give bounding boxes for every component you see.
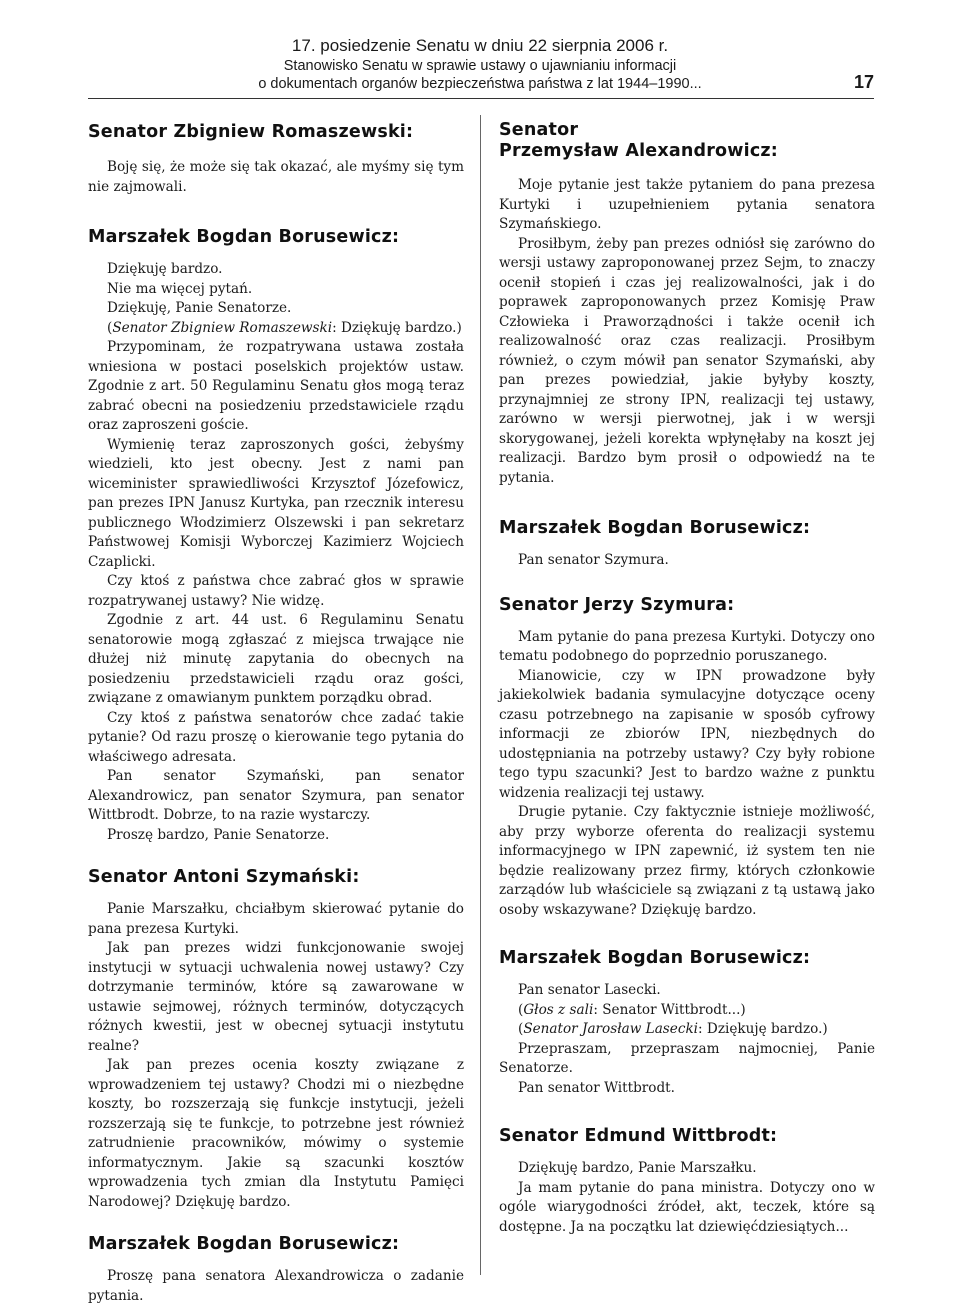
paragraph: Dziękuję, Panie Senatorze. [107, 300, 292, 316]
speaker-heading: Marszałek Bogdan Borusewicz: [88, 1234, 400, 1254]
left-column [88, 110, 464, 1306]
column-separator [480, 115, 481, 1275]
paragraph: Jak pan prezes ocenia koszty związane z wprowadzeniem tej ustawy? Chodzi mi o niezbędne koszty, bo rozszerzają się funkcje instytucji, jeżeli rozszerzają się te funkcje, to potrzebne jest również zatrudnienie pracowników, mówimy o systemie informatycznym. Jakie są szacunki kosztów wprowadzenia tych zmian dla Instytutu Pamięci Narodowej? Dziękuję bardzo. [88, 1057, 464, 1210]
header-topic-line-1: Stanowisko Senatu w sprawie ustawy o ujawnianiu informacji [283, 58, 677, 74]
paragraph: Boję się, że może się tak okazać, ale myśmy się tym nie zajmowali. [88, 159, 464, 195]
speaker-heading: Senator [499, 120, 579, 140]
paragraph: Pan senator Lasecki. [518, 982, 661, 998]
paragraph: Mam pytanie do pana prezesa Kurtyki. Dotyczy ono tematu podobnego do poprzednio poruszanego. [499, 628, 875, 664]
paragraph-italic-aside: (Głos z sali: Senator Wittbrodt...) [518, 1001, 746, 1018]
paragraph: Pan senator Szymański, pan senator Alexandrowicz, pan senator Szymura, pan senator Wittbrodt. Dobrze, to na razie wystarczy. [88, 768, 464, 823]
paragraph: Mianowicie, czy w IPN prowadzone były jakiekolwiek badania symulacyjne dotyczące oceny czasu potrzebnego na zapisanie w sposób cyfrowy informacji ze zbiorów IPN, niezbędnych do udostępniania na potrzeby ustawy? Czy były robione tego typu szacunki? Jest to bardzo ważne z punktu widzenia realizacji tej ustawy. [499, 667, 875, 801]
paragraph: Prosiłbym, żeby pan prezes odniósł się zarówno do wersji ustawy zaproponowanej przez Sejm, to znaczy ocenił stopień i czas jej realizowalności, jak i do poprawek zaproponowanych przez Komisję Praw Człowieka i Praworządności i także ocenił ich realizowalność oraz czas realizacji. Prosiłbym również, o czym mówił pan senator Szymański, aby pan prezes powiedział, jakie byłyby koszty, przynajmniej ze strony IPN, realizacji tej ustawy, zarówno w wersji pierwotnej, jak i w wersji skorygowanej, jeżeli korekta wpłynęłaby na koszt jej realizacji. Bardzo bym prosił o odpowiedź na te pytania. [499, 235, 875, 486]
speaker-heading: Senator Zbigniew Romaszewski: [88, 122, 414, 142]
paragraph: Jak pan prezes widzi funkcjonowanie swojej instytucji w sytuacji uchwalenia nowej ustawy? Czy dotrzymanie terminów, które są zawarowane w ustawie sejmowej, różnych terminów, dotyczących różnych kwestii, jest w obecnej sytuacji instytutu realne? [88, 940, 464, 1054]
paragraph: Drugie pytanie. Czy faktycznie istnieje możliwość, aby przy wyborze oferenta do realizacji systemu informacyjnego w IPN zapewnić, iż system ten nie będzie realizowany przez firmy, których członkowie zarządów lub właściciele są związani z tą ustawą jako osoby wskazywane? Dziękuję bardzo. [499, 804, 875, 918]
paragraph: Czy ktoś z państwa chce zabrać głos w sprawie rozpatrywanej ustawy? Nie widzę. [88, 573, 464, 609]
paragraph: Pan senator Wittbrodt. [518, 1079, 675, 1096]
speaker-heading: Senator Edmund Wittbrodt: [499, 1126, 778, 1146]
header-rule [88, 98, 874, 99]
paragraph: Ja mam pytanie do pana ministra. Dotyczy ono w ogóle wiarygodności źródeł, akt, teczek, które są dostępne. Ja na początku lat dziewięćdziesiątych... [499, 1179, 875, 1235]
paragraph: Proszę bardzo, Panie Senatorze. [107, 826, 330, 843]
paragraph: Przepraszam, przepraszam najmocniej, Panie Senatorze. [499, 1040, 875, 1076]
paragraph-italic-aside: (Senator Jarosław Lasecki: Dziękuję bardzo.) [518, 1021, 828, 1037]
speaker-heading: Senator Jerzy Szymura: [499, 594, 735, 615]
paragraph: Nie ma więcej pytań. [107, 280, 253, 297]
header-topic-line-2: o dokumentach organów bezpieczeństwa państwa z lat 1944–1990... [258, 76, 702, 92]
speaker-heading: Marszałek Bogdan Borusewicz: [499, 518, 811, 538]
paragraph: Panie Marszałku, chciałbym skierować pytanie do pana prezesa Kurtyki. [88, 901, 464, 937]
header-session-title: 17. posiedzenie Senatu w dniu 22 sierpnia 2006 r. [291, 36, 669, 55]
speaker-heading: Marszałek Bogdan Borusewicz: [499, 948, 811, 968]
paragraph: Przypominam, że rozpatrywana ustawa została wniesiona w postaci poselskich projektów ustaw. Zgodnie z art. 50 Regulaminu Senatu głos mogą teraz zabrać obecni na posiedzeniu przedstawiciele rządu oraz zaproszeni goście. [88, 339, 464, 433]
right-column [499, 110, 875, 1237]
running-header [0, 36, 960, 96]
speaker-heading-continued: Przemysław Alexandrowicz: [499, 141, 779, 161]
paragraph: Czy ktoś z państwa senatorów chce zadać takie pytanie? Od razu proszę o kierowanie tego pytania do właściwego adresata. [88, 709, 464, 765]
paragraph: Dziękuję bardzo, Panie Marszałku. [518, 1160, 757, 1176]
paragraph: Dziękuję bardzo. [107, 261, 223, 277]
paragraph: Moje pytanie jest także pytaniem do pana prezesa Kurtyki i uzupełnieniem pytania senatora Szymańskiego. [499, 177, 875, 232]
paragraph-italic-aside: (Senator Zbigniew Romaszewski: Dziękuję bardzo.) [107, 319, 462, 336]
speaker-heading: Senator Antoni Szymański: [88, 867, 360, 887]
paragraph: Proszę pana senatora Alexandrowicza o zadanie pytania. [88, 1268, 464, 1304]
paragraph: Pan senator Szymura. [518, 552, 669, 568]
speaker-heading: Marszałek Bogdan Borusewicz: [88, 227, 400, 247]
page-number: 17 [853, 72, 874, 92]
paragraph: Zgodnie z art. 44 ust. 6 Regulaminu Senatu senatorowie mogą zgłaszać z miejsca trwające nie dłużej niż minutę zapytania do obecnych na posiedzeniu przedstawicieli rządu oraz gości, związane z omawianym punktem porządku obrad. [88, 612, 464, 706]
paragraph: Wymienię teraz zaproszonych gości, żebyśmy wiedzieli, kto jest obecny. Jest z nami pan wiceminister sprawiedliwości Krzysztof Józefowicz, pan prezes IPN Janusz Kurtyka, pan rzecznik interesu publicznego Włodzimierz Olszewski i pan sekretarz Państwowej Komisji Wyborczej Kazimierz Wojciech Czaplicki. [88, 436, 464, 570]
